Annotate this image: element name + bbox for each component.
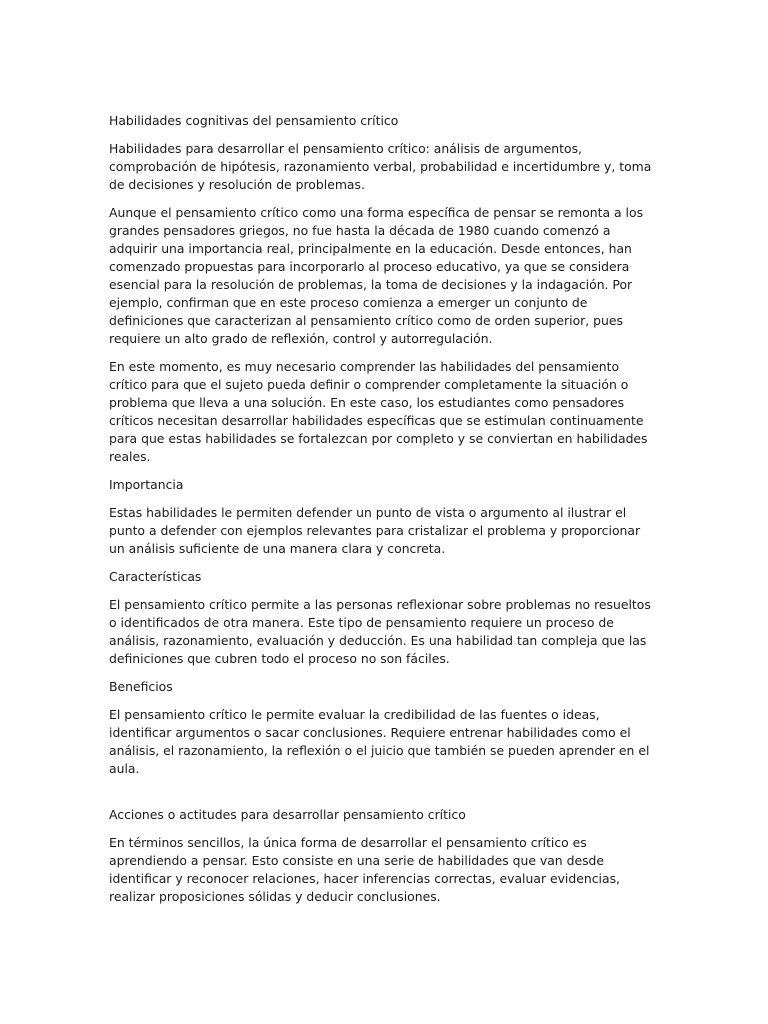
document-page xyxy=(109,112,657,916)
paragraph-1: Habilidades para desarrollar el pensamiento crítico: análisis de argumentos, comprobación de hipótesis, razonamiento verbal, probabilidad e incertidumbre y, toma de decisiones y resolución de problemas. xyxy=(109,141,652,192)
paragraph-6: El pensamiento crítico le permite evaluar la credibilidad de las fuentes o ideas, identificar argumentos o sacar conclusiones. Requiere entrenar habilidades como el análisis, el razonamiento, la reflexión o el juicio que también se pueden aprender en el aula. xyxy=(109,707,650,776)
paragraph-7: En términos sencillos, la única forma de desarrollar el pensamiento crítico es aprendiendo a pensar. Esto consiste en una serie de habilidades que van desde identificar y reconocer relaciones, hacer inferencias correctas, evaluar evidencias, realizar proposiciones sólidas y deducir conclusiones. xyxy=(109,835,620,904)
heading-acciones: Acciones o actitudes para desarrollar pensamiento crítico xyxy=(109,807,466,822)
paragraph-3: En este momento, es muy necesario comprender las habilidades del pensamiento crítico para que el sujeto pueda definir o comprender completamente la situación o problema que lleva a una solución. En este caso, los estudiantes como pensadores críticos necesitan desarrollar habilidades específicas que se estimulan continuamente para que estas habilidades se fortalezcan por completo y se conviertan en habilidades reales. xyxy=(109,359,648,464)
paragraph-2: Aunque el pensamiento crítico como una forma específica de pensar se remonta a los grandes pensadores griegos, no fue hasta la década de 1980 cuando comenzó a adquirir una importancia real, principalmente en la educación. Desde entonces, han comenzado propuestas para incorporarlo al proceso educativo, ya que se considera esencial para la resolución de problemas, la toma de decisiones y la indagación. Por ejemplo, confirman que en este proceso comienza a emerger un conjunto de definiciones que caracterizan al pensamiento crítico como de orden superior, pues requiere un alto grado de reflexión, control y autorregulación. xyxy=(109,205,644,346)
section-gap xyxy=(109,788,657,806)
heading-caracteristicas: Características xyxy=(109,569,202,584)
paragraph-4: Estas habilidades le permiten defender un punto de vista o argumento al ilustrar el punto a defender con ejemplos relevantes para cristalizar el problema y proporcionar un análisis suficiente de una manera clara y concreta. xyxy=(109,505,641,556)
document-title: Habilidades cognitivas del pensamiento crítico xyxy=(109,113,399,128)
heading-beneficios: Beneficios xyxy=(109,679,173,694)
paragraph-5: El pensamiento crítico permite a las personas reflexionar sobre problemas no resueltos o identificados de otra manera. Este tipo de pensamiento requiere un proceso de análisis, razonamiento, evaluación y deducción. Es una habilidad tan compleja que las definiciones que cubren todo el proceso no son fáciles. xyxy=(109,597,651,666)
heading-importancia: Importancia xyxy=(109,477,184,492)
